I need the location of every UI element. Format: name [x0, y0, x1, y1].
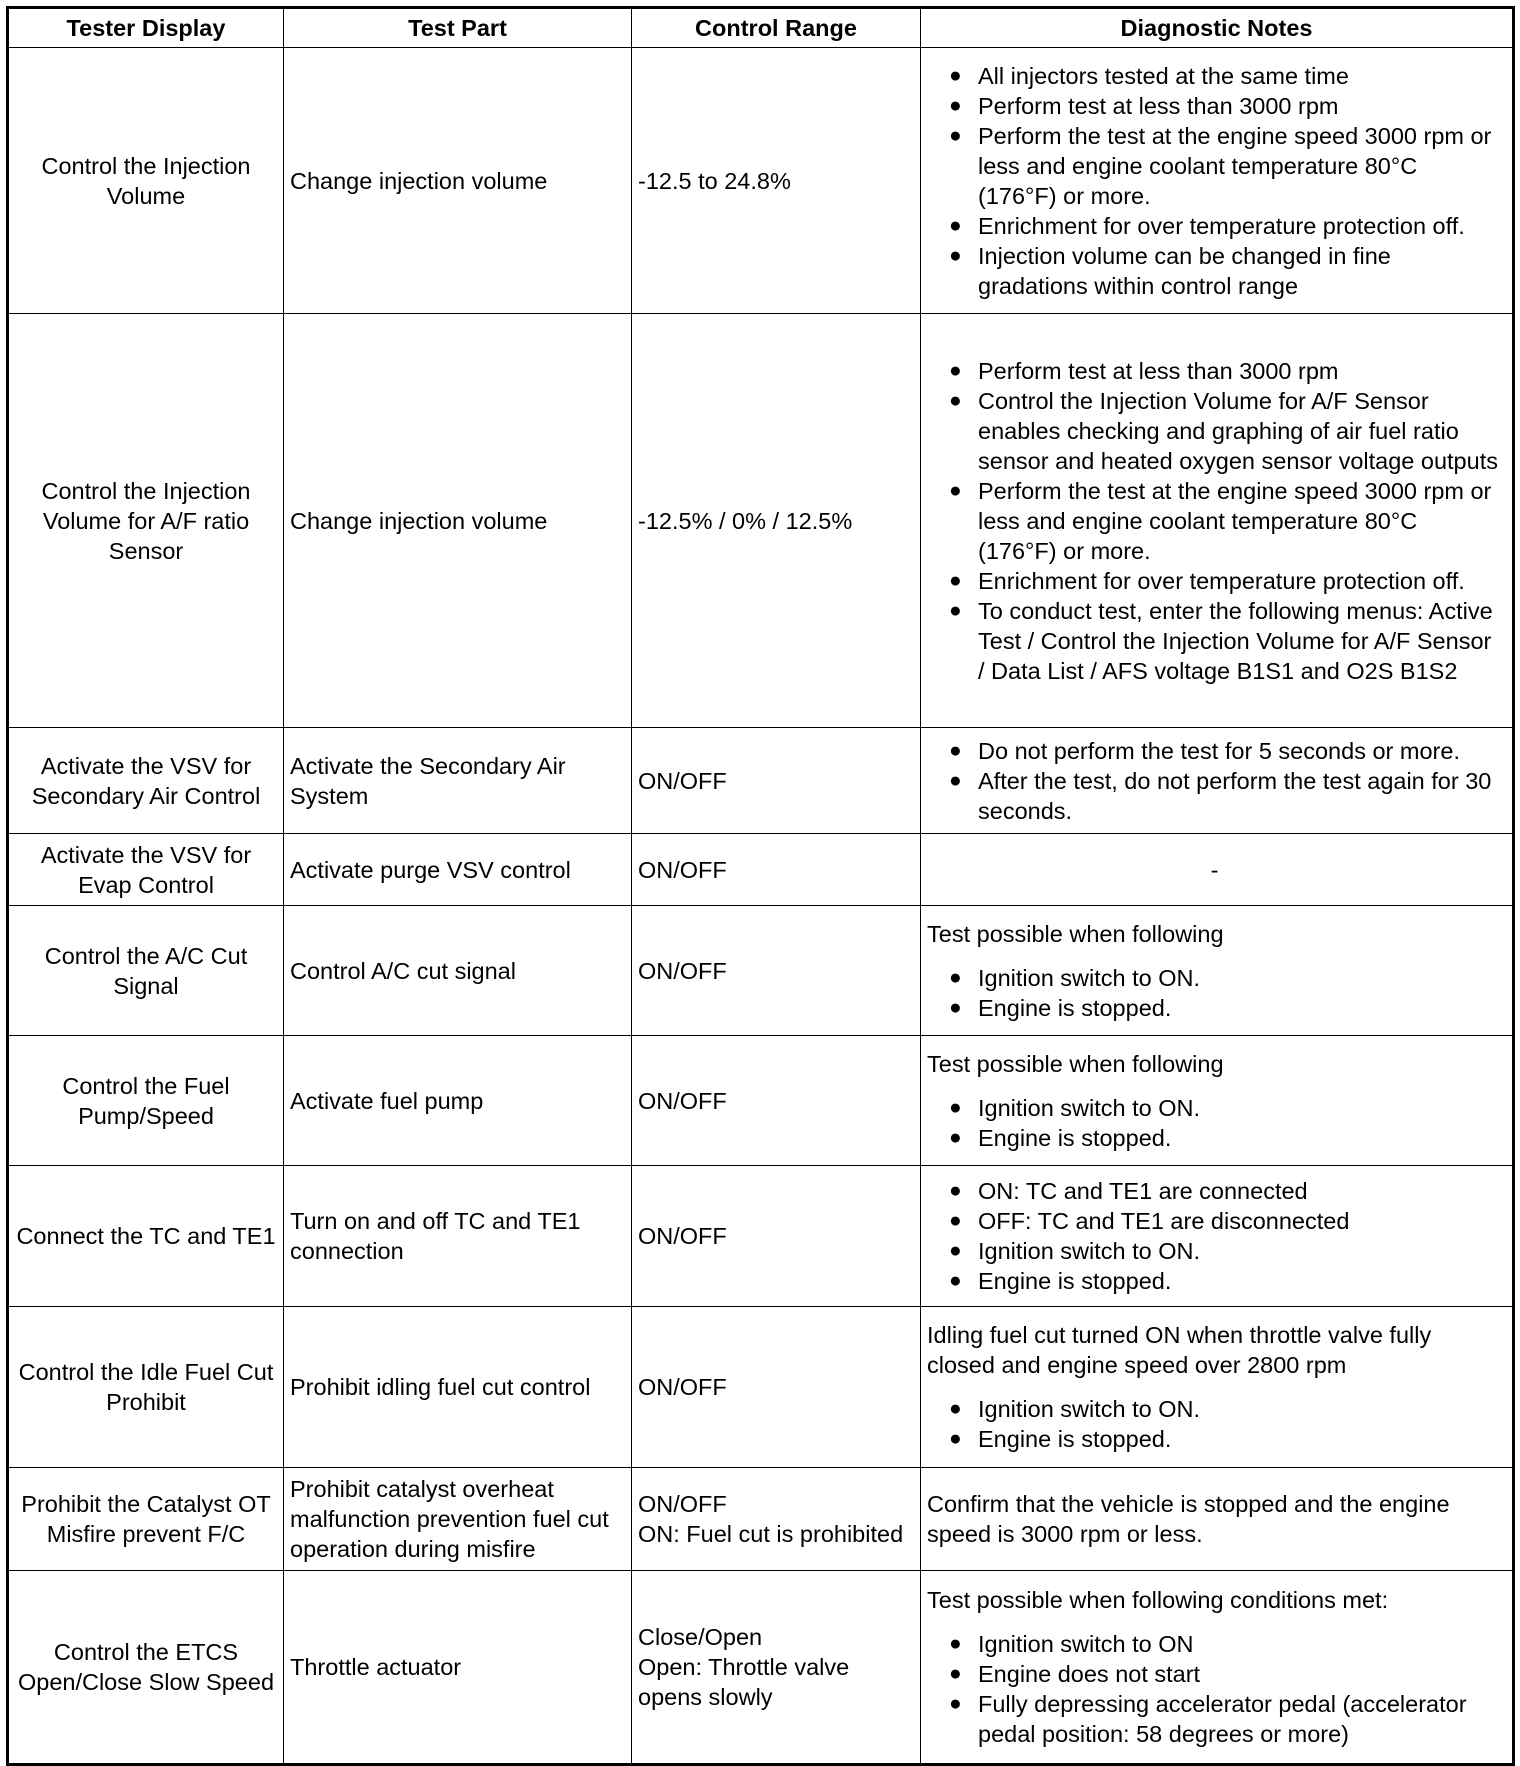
control-range-line: ON/OFF [638, 1087, 727, 1114]
diagnostic-notes-cell [921, 1036, 1514, 1166]
tester-display-cell: Connect the TC and TE1 [8, 1166, 284, 1307]
control-range-line: Close/Open [638, 1624, 763, 1650]
active-test-table-sheet [6, 6, 1512, 1766]
notes-intro: - [1210, 856, 1219, 883]
control-range-cell [632, 1571, 921, 1765]
test-part-cell: Prohibit catalyst overheat malfunction prevention fuel cut operation during misfire [284, 1468, 632, 1571]
table-row [8, 906, 1514, 1036]
test-part-cell: Turn on and off TC and TE1 connection [284, 1166, 632, 1307]
control-range-cell [632, 1468, 921, 1571]
table-row [8, 1166, 1514, 1307]
test-part-cell: Change injection volume [284, 48, 632, 314]
control-range-cell [632, 1166, 921, 1307]
tester-display-cell: Control the Idle Fuel Cut Prohibit [8, 1307, 284, 1468]
bullet-item: ● Control the Injection Volume for A/F Sensor enables checking and graphing of air fuel ratio sensor and heated oxygen sensor voltage outputs [927, 386, 1502, 476]
notes-bullet-list [927, 963, 1502, 1023]
notes-bullet-list [927, 61, 1502, 301]
test-part-cell: Change injection volume [284, 314, 632, 728]
tester-display-cell: Activate the VSV for Evap Control [8, 834, 284, 906]
notes-bullet-list [927, 1394, 1502, 1454]
test-part-cell: Prohibit idling fuel cut control [284, 1307, 632, 1468]
test-part-cell: Throttle actuator [284, 1571, 632, 1765]
table-row [8, 1307, 1514, 1468]
bullet-item: ● Ignition switch to ON. [927, 963, 1502, 993]
notes-bullet-list [927, 1176, 1502, 1296]
bullet-item: ● Injection volume can be changed in fine gradations within control range [927, 241, 1502, 301]
bullet-item: ● Ignition switch to ON. [927, 1093, 1502, 1123]
header-tester-display: Tester Display [8, 8, 284, 48]
bullet-item: ● Engine is stopped. [927, 993, 1502, 1023]
diagnostic-notes-cell [921, 906, 1514, 1036]
tester-display-cell: Control the Fuel Pump/Speed [8, 1036, 284, 1166]
bullet-item: ● Enrichment for over temperature protection off. [927, 211, 1502, 241]
control-range-cell [632, 728, 921, 834]
notes-bullet-list [927, 356, 1502, 686]
diagnostic-notes-cell [921, 314, 1514, 728]
bullet-item: ● ON: TC and TE1 are connected [927, 1176, 1502, 1206]
control-range-line: -12.5 to 24.8% [638, 167, 791, 194]
bullet-item: ● OFF: TC and TE1 are disconnected [927, 1206, 1502, 1236]
bullet-item: ● All injectors tested at the same time [927, 61, 1502, 91]
tester-display-cell: Control the Injection Volume for A/F ratio Sensor [8, 314, 284, 728]
control-range-cell [632, 834, 921, 906]
header-row [8, 8, 1514, 48]
tester-display-cell: Control the ETCS Open/Close Slow Speed [8, 1571, 284, 1765]
bullet-item: ● Fully depressing accelerator pedal (accelerator pedal position: 58 degrees or more) [927, 1689, 1502, 1749]
notes-intro: Test possible when following [927, 1050, 1224, 1077]
table-row [8, 1036, 1514, 1166]
control-range-line: Open: Throttle valve opens slowly [638, 1654, 850, 1710]
control-range-line: ON: Fuel cut is prohibited [638, 1521, 904, 1547]
notes-bullet-list [927, 736, 1502, 826]
test-part-cell: Activate the Secondary Air System [284, 728, 632, 834]
diagnostic-notes-cell [921, 1571, 1514, 1765]
bullet-item: ● After the test, do not perform the test again for 30 seconds. [927, 766, 1502, 826]
header-diagnostic-notes: Diagnostic Notes [921, 8, 1514, 48]
bullet-item: ● Perform the test at the engine speed 3000 rpm or less and engine coolant temperature 80°C (176°F) or more. [927, 121, 1502, 211]
bullet-item: ● Do not perform the test for 5 seconds or more. [927, 736, 1502, 766]
table-body [8, 48, 1514, 1765]
tester-display-cell: Control the A/C Cut Signal [8, 906, 284, 1036]
tester-display-cell: Prohibit the Catalyst OT Misfire prevent F/C [8, 1468, 284, 1571]
bullet-item: ● Ignition switch to ON. [927, 1394, 1502, 1424]
bullet-item: ● Perform the test at the engine speed 3000 rpm or less and engine coolant temperature 80°C (176°F) or more. [927, 476, 1502, 566]
bullet-item: ● Engine does not start [927, 1659, 1502, 1689]
diagnostic-notes-cell [921, 1307, 1514, 1468]
control-range-line: ON/OFF [638, 1491, 727, 1517]
tester-display-cell: Control the Injection Volume [8, 48, 284, 314]
control-range-cell [632, 314, 921, 728]
notes-bullet-list [927, 1093, 1502, 1153]
active-test-table [6, 6, 1515, 1766]
control-range-cell [632, 1036, 921, 1166]
test-part-cell: Activate purge VSV control [284, 834, 632, 906]
table-row [8, 48, 1514, 314]
control-range-cell [632, 906, 921, 1036]
bullet-item: ● Ignition switch to ON. [927, 1236, 1502, 1266]
bullet-item: ● Perform test at less than 3000 rpm [927, 91, 1502, 121]
control-range-line: ON/OFF [638, 1223, 727, 1249]
table-row [8, 728, 1514, 834]
table-row [8, 834, 1514, 906]
control-range-line: ON/OFF [638, 856, 727, 883]
control-range-cell [632, 1307, 921, 1468]
control-range-line: -12.5% / 0% / 12.5% [638, 507, 853, 534]
bullet-item: ● Engine is stopped. [927, 1266, 1502, 1296]
bullet-item: ● To conduct test, enter the following menus: Active Test / Control the Injection Volume for A/F Sensor / Data List / AFS voltage B1S1 and O2S B1S2 [927, 596, 1502, 686]
table-row [8, 1468, 1514, 1571]
diagnostic-notes-cell [921, 1166, 1514, 1307]
bullet-item: ● Enrichment for over temperature protection off. [927, 566, 1502, 596]
notes-intro: Idling fuel cut turned ON when throttle valve fully closed and engine speed over 2800 rpm [927, 1322, 1432, 1378]
notes-intro: Test possible when following [927, 920, 1224, 947]
diagnostic-notes-cell [921, 728, 1514, 834]
diagnostic-notes-cell [921, 834, 1514, 906]
bullet-item: ● Engine is stopped. [927, 1424, 1502, 1454]
notes-bullet-list [927, 1629, 1502, 1749]
control-range-line: ON/OFF [638, 957, 727, 984]
header-test-part: Test Part [284, 8, 632, 48]
control-range-line: ON/OFF [638, 1374, 727, 1400]
control-range-line: ON/OFF [638, 767, 727, 794]
tester-display-cell: Activate the VSV for Secondary Air Control [8, 728, 284, 834]
notes-intro: Confirm that the vehicle is stopped and the engine speed is 3000 rpm or less. [927, 1491, 1450, 1547]
bullet-item: ● Perform test at less than 3000 rpm [927, 356, 1502, 386]
header-control-range: Control Range [632, 8, 921, 48]
diagnostic-notes-cell [921, 48, 1514, 314]
test-part-cell: Activate fuel pump [284, 1036, 632, 1166]
bullet-item: ● Ignition switch to ON [927, 1629, 1502, 1659]
notes-intro: Test possible when following conditions met: [927, 1587, 1389, 1613]
table-row [8, 314, 1514, 728]
table-row [8, 1571, 1514, 1765]
control-range-cell [632, 48, 921, 314]
diagnostic-notes-cell [921, 1468, 1514, 1571]
bullet-item: ● Engine is stopped. [927, 1123, 1502, 1153]
test-part-cell: Control A/C cut signal [284, 906, 632, 1036]
